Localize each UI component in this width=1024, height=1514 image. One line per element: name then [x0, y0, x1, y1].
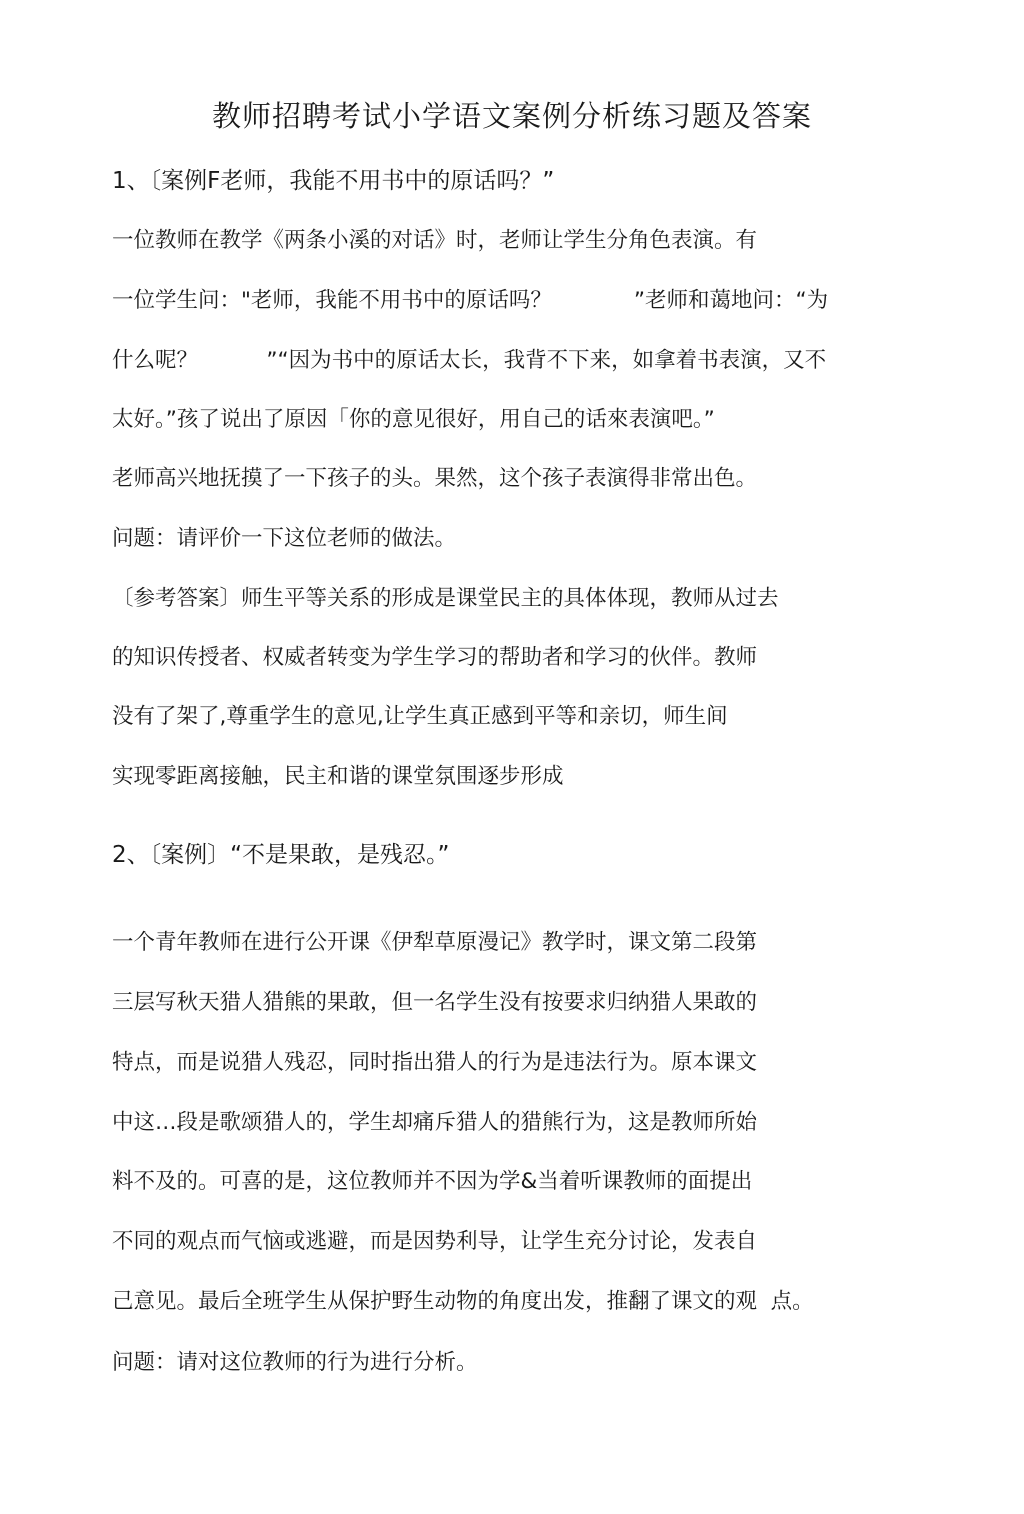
case1-line: 老师高兴地抚摸了一下孩子的头。果然，这个孩子表演得非常出色。: [112, 466, 758, 491]
case1-line: 一位教师在教学《两条小溪的对话》时，老师让学生分角色表演。有: [112, 228, 758, 253]
case1-question: 问题：请评价一下这位老师的做法。: [112, 526, 457, 551]
case2-line: 一个青年教师在进行公开课《伊犁草原漫记》教学时，课文第二段第: [112, 930, 758, 955]
case1-heading: 1、〔案例F老师，我能不用书中的原话吗？”: [112, 168, 555, 194]
case2-line: 己意见。最后全班学生从保护野生动物的角度出发，推翻了课文的观 点。: [112, 1289, 814, 1314]
case2-question: 问题：请对这位教师的行为进行分析。: [112, 1350, 478, 1375]
case2-line: 中这…段是歌颂猎人的，学生却痛斥猎人的猎熊行为，这是教师所始: [112, 1110, 758, 1135]
case2-line: 三层写秋天猎人猎熊的果敢，但一名学生没有按要求归纳猎人果敢的: [112, 990, 758, 1015]
document-title: 教师招聘考试小学语文案例分析练习题及答案: [211, 99, 812, 133]
case1-answer-line: 〔参考答案〕师生平等关系的形成是课堂民主的具体体现，教师从过去: [112, 586, 779, 611]
case1-answer-line: 的知识传授者、权威者转变为学生学习的帮助者和学习的伙伴。教师: [112, 645, 758, 670]
case1-answer-line: 实现零距离接触，民主和谐的课堂氛围逐步形成: [112, 764, 564, 789]
case1-line: 太好。”孩了说出了原因「你的意见很好，用自己的话來表演吧。”: [112, 407, 715, 432]
case2-heading: 2、〔案例〕“不是果敢，是残忍。”: [112, 842, 450, 868]
case1-answer-line: 没有了架了,尊重学生的意见,让学生真正感到平等和亲切，师生间: [112, 704, 728, 729]
case2-line: 料不及的。可喜的是，这位教师并不因为学&当着听课教师的面提出: [112, 1169, 753, 1194]
case2-line: 不同的观点而气恼或逃避，而是因势利导，让学生充分讨论，发表自: [112, 1229, 758, 1254]
case1-line: 什么呢？ ”“因为书中的原话太长，我背不下来，如拿着书表演，又不: [112, 348, 827, 373]
case2-line: 特点，而是说猎人残忍，同时指出猎人的行为是违法行为。原本课文: [112, 1050, 758, 1075]
case1-line: 一位学生问："老师，我能不用书中的原话吗？ ”老师和蔼地问：“为: [112, 288, 829, 313]
